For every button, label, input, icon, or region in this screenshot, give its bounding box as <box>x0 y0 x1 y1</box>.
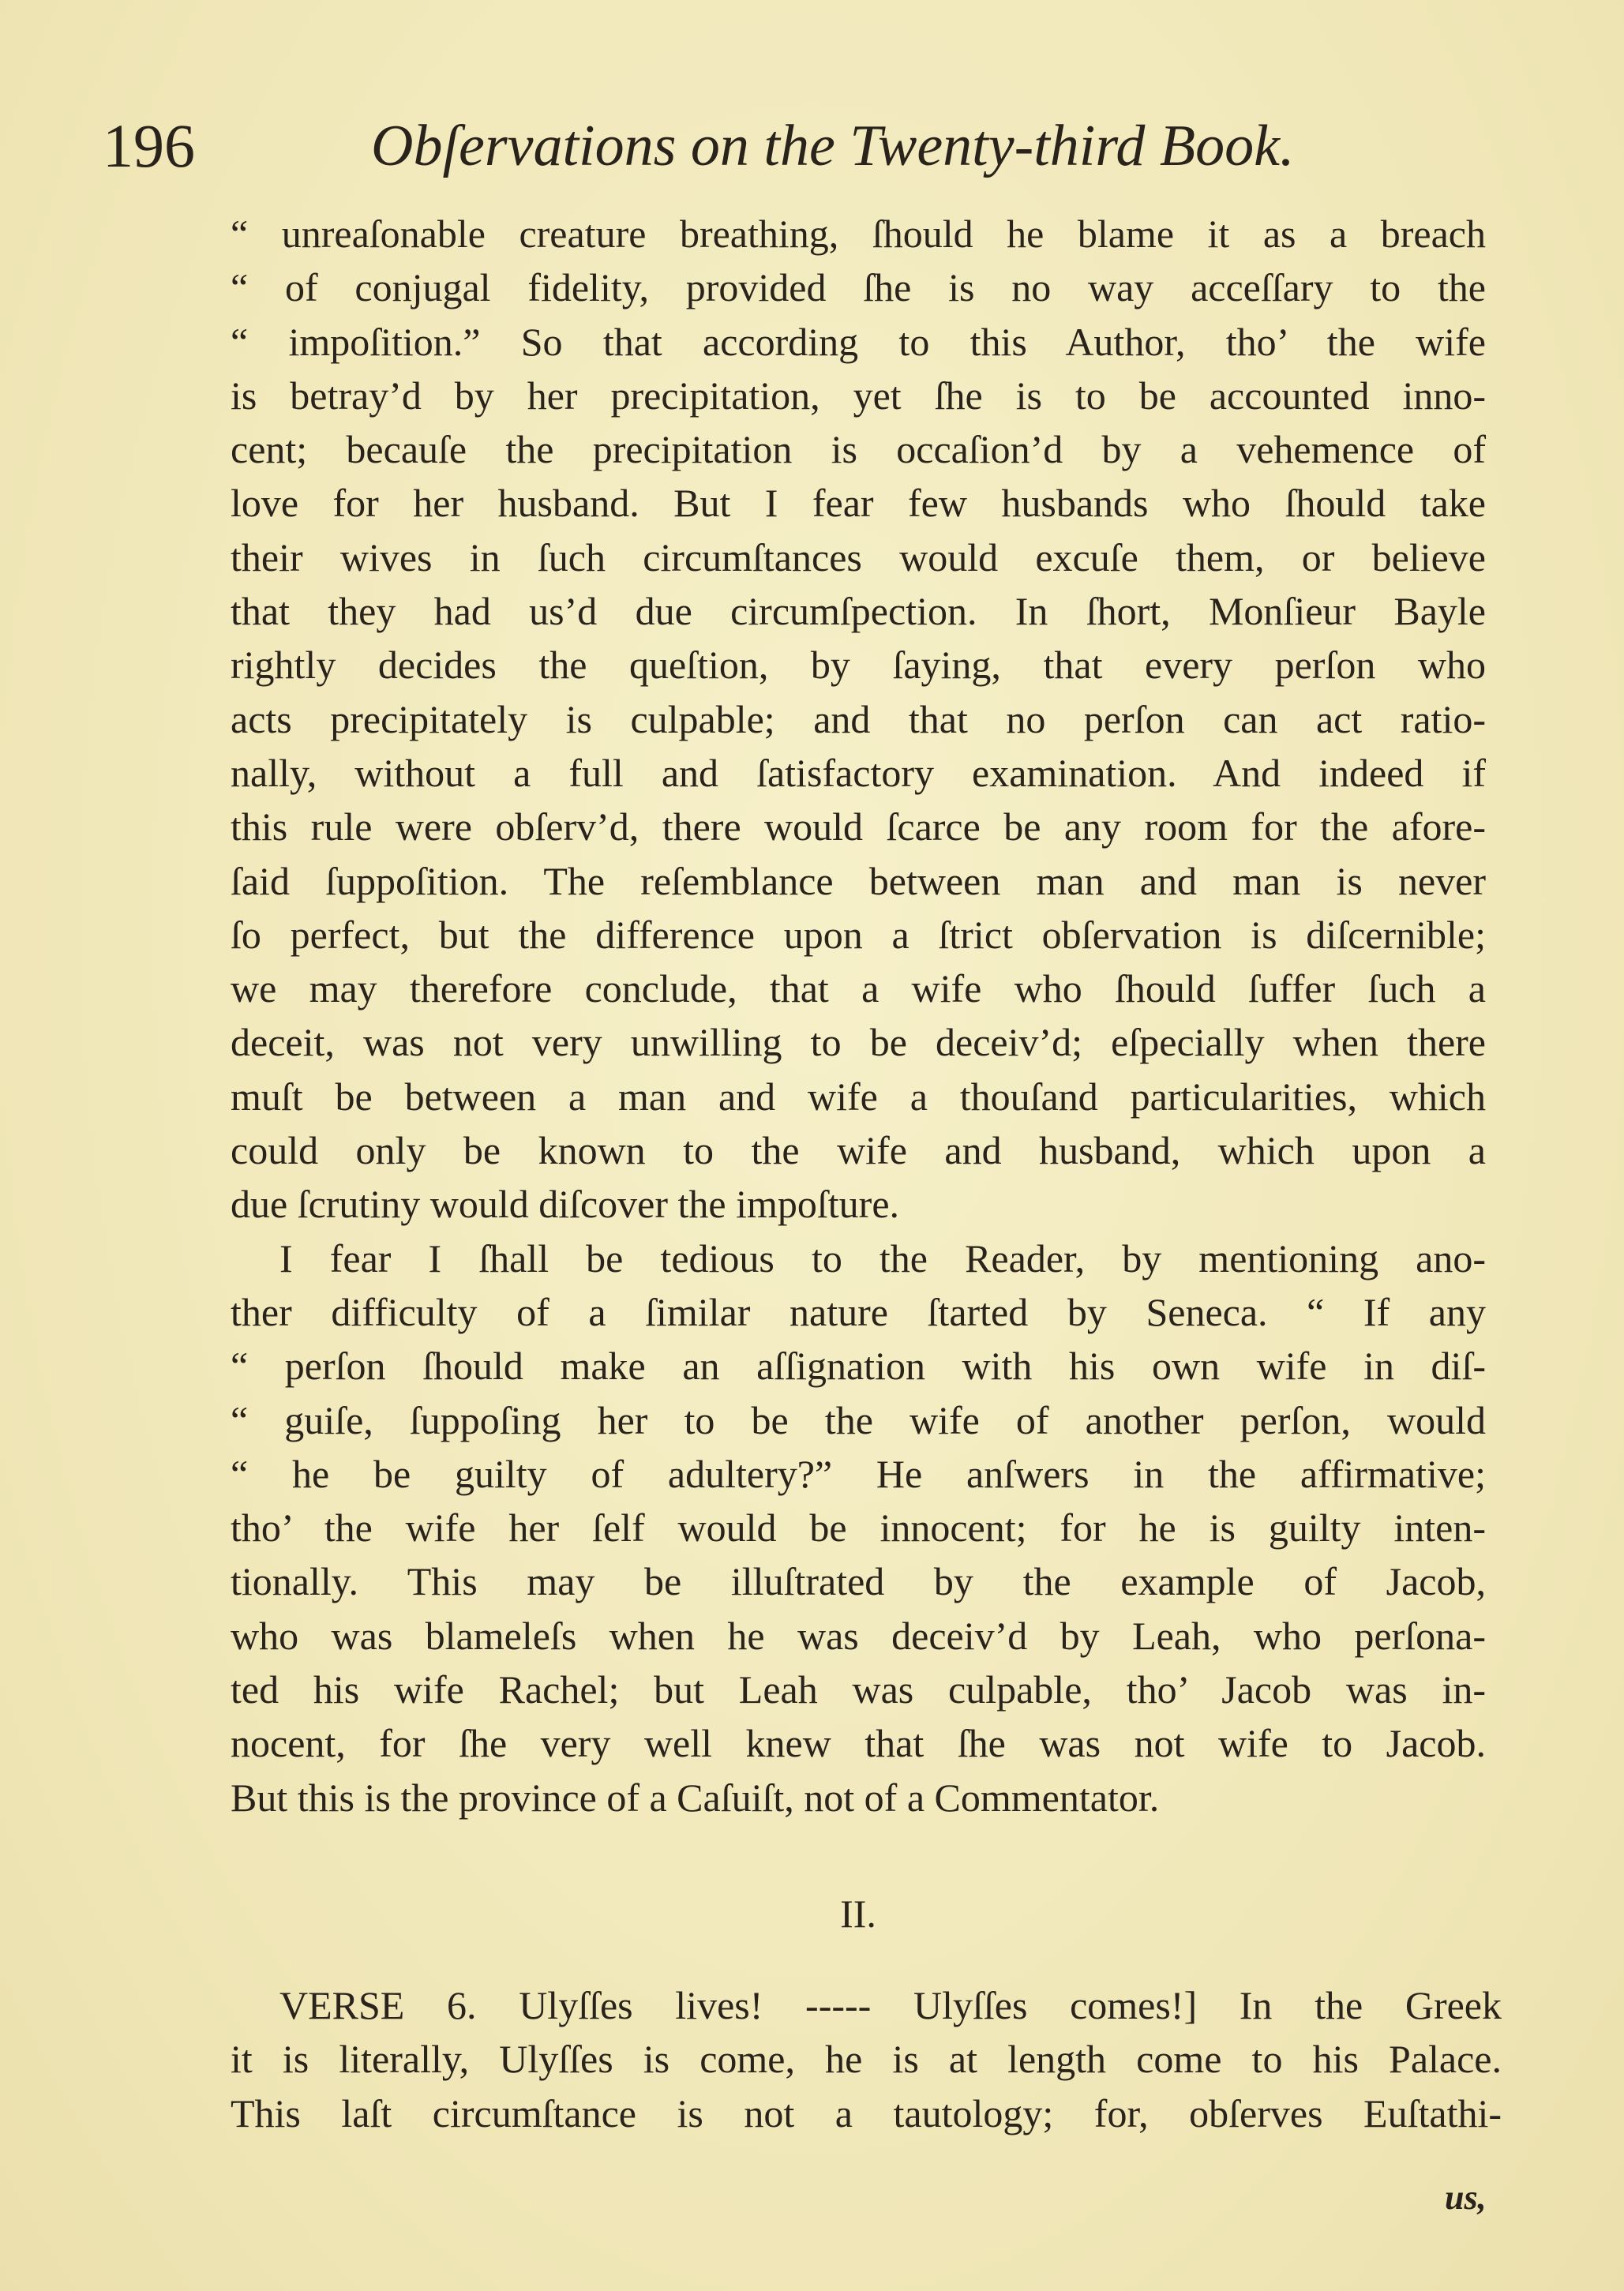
paragraph-1 <box>231 207 1486 1232</box>
text-line: VERSE 6. Ulyſſes lives! ----- Ulyſſes comes!] In the Greek <box>279 1983 1502 2027</box>
page-header <box>103 103 1524 189</box>
text-line: deceit, was not very unwilling to be deceiv’d; eſpecially when there <box>231 1020 1486 1065</box>
main-text <box>231 207 1486 1936</box>
text-line: “ perſon ſhould make an aſſignation with his own wife in diſ- <box>231 1344 1486 1389</box>
text-line: “ unreaſonable creature breathing, ſhould he blame it as a breach <box>231 212 1486 256</box>
text-line: I fear I ſhall be tedious to the Reader, by mentioning ano- <box>279 1235 1486 1280</box>
text-line: acts precipitately is culpable; and that no perſon can act ratio- <box>231 696 1486 741</box>
page-number: 196 <box>103 111 195 180</box>
text-line: who was blameleſs when he was deceiv’d by Leah, who perſona- <box>231 1613 1486 1658</box>
text-line: “ guiſe, ſuppoſing her to be the wife of another perſon, would <box>231 1397 1486 1442</box>
running-title: Obſervations on the Twenty-third Book. <box>371 114 1295 178</box>
text-line: that they had us’d due circumſpection. In ſhort, Monſieur Bayle <box>231 589 1486 634</box>
text-line: rightly decides the queſtion, by ſaying, that every perſon who <box>231 643 1486 688</box>
text-line: this rule were obſerv’d, there would ſcarce be any room for the afore- <box>231 804 1486 849</box>
text-line: ted his wife Rachel; but Leah was culpable, tho’ Jacob was in- <box>231 1667 1486 1712</box>
text-line: “ he be guilty of adultery?” He anſwers in the affirmative; <box>231 1451 1486 1496</box>
text-line: “ impoſition.” So that according to this Author, tho’ the wife <box>231 319 1486 364</box>
text-line: nocent, for ſhe very well knew that ſhe was not wife to Jacob. <box>231 1721 1486 1766</box>
text-line: is betray’d by her precipitation, yet ſhe is to be accounted inno- <box>231 373 1486 418</box>
text-line: their wives in ſuch circumſtances would excuſe them, or believe <box>231 534 1486 579</box>
text-line: tionally. This may be illuſtrated by the example of Jacob, <box>231 1559 1486 1604</box>
catchword: us, <box>1445 2178 1487 2217</box>
paragraph-2 <box>231 1232 1486 1824</box>
text-line: ſaid ſuppoſition. The reſemblance between man and man is never <box>231 858 1486 903</box>
text-line: But this is the province of a Caſuiſt, not of a Commentator. <box>231 1775 1160 1820</box>
text-line: due ſcrutiny would diſcover the impoſture. <box>231 1182 900 1227</box>
text-line: could only be known to the wife and husband, which upon a <box>231 1128 1486 1173</box>
section-number: II. <box>840 1892 876 1936</box>
text-line: tho’ the wife her ſelf would be innocent; for he is guilty inten- <box>231 1505 1486 1550</box>
text-line: ther difficulty of a ſimilar nature ſtarted by Seneca. “ If any <box>231 1289 1486 1334</box>
text-line: muſt be between a man and wife a thouſand particularities, which <box>231 1074 1486 1119</box>
text-line: “ of conjugal fidelity, provided ſhe is no way acceſſary to the <box>231 265 1486 310</box>
text-line: love for her husband. But I fear few husbands who ſhould take <box>231 481 1486 526</box>
note-text <box>231 1978 1502 2140</box>
text-line: nally, without a full and ſatisfactory examination. And indeed if <box>231 750 1486 795</box>
text-line: ſo perfect, but the difference upon a ſtrict obſervation is diſcernible; <box>231 912 1486 957</box>
text-line: it is literally, Ulyſſes is come, he is at length come to his Palace. <box>231 2037 1502 2082</box>
text-line: we may therefore conclude, that a wife who ſhould ſuffer ſuch a <box>231 966 1486 1011</box>
text-line: cent; becauſe the precipitation is occaſion’d by a vehemence of <box>231 427 1486 472</box>
text-line: This laſt circumſtance is not a tautology; for, obſerves Euſtathi- <box>231 2090 1502 2135</box>
